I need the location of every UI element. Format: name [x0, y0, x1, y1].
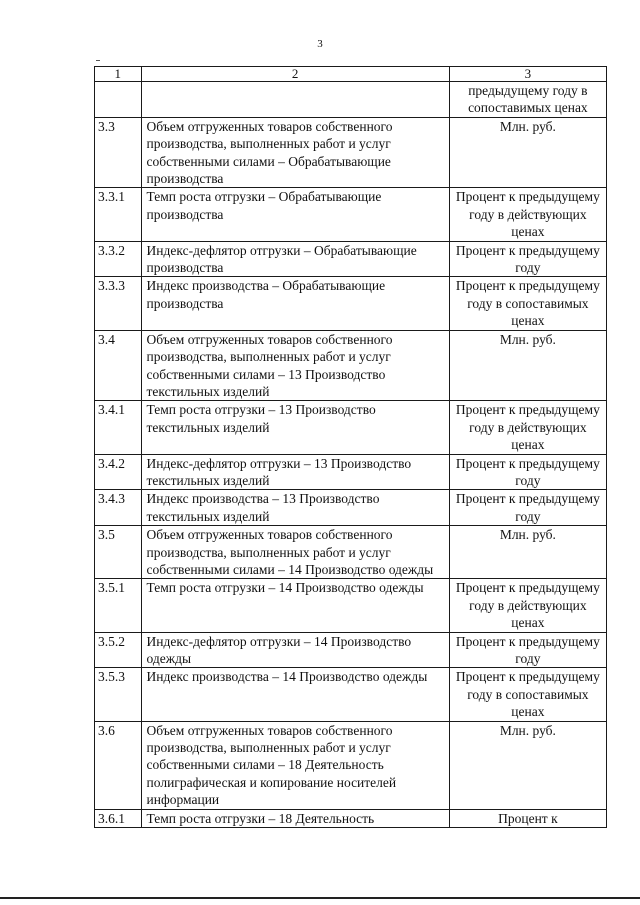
table-row: [95, 668, 607, 721]
row-code: 3.6: [95, 721, 142, 809]
table-row: [95, 330, 607, 401]
row-description: Индекс производства – 13 Производство текстильных изделий: [141, 490, 449, 526]
row-code: 3.5.3: [95, 668, 142, 721]
row-unit: Млн. руб.: [449, 721, 606, 809]
column-header-1: 1: [95, 67, 142, 82]
table-row: [95, 277, 607, 330]
table-row: [95, 82, 607, 118]
row-unit: Процент к предыдущему году: [449, 490, 606, 526]
table-row: [95, 809, 607, 827]
page-number: 3: [317, 38, 323, 50]
row-code: 3.5.2: [95, 632, 142, 668]
row-description: Индекс-дефлятор отгрузки – 13 Производство текстильных изделий: [141, 454, 449, 490]
table-row: [95, 117, 607, 188]
column-header-2: 2: [141, 67, 449, 82]
row-description: Объем отгруженных товаров собственного производства, выполненных работ и услуг собственными силами – 18 Деятельность полиграфическая и копирование носителей информации: [141, 721, 449, 809]
row-unit: Процент к предыдущему году: [449, 454, 606, 490]
row-description: Темп роста отгрузки – Обрабатывающие производства: [141, 188, 449, 241]
row-description: Объем отгруженных товаров собственного производства, выполненных работ и услуг собственными силами – 13 Производство текстильных изделий: [141, 330, 449, 401]
table-row: [95, 579, 607, 632]
row-code: 3.3.1: [95, 188, 142, 241]
row-code: 3.4.3: [95, 490, 142, 526]
row-unit: предыдущему году в сопоставимых ценах: [449, 82, 606, 118]
table-row: [95, 526, 607, 579]
row-description: Темп роста отгрузки – 13 Производство текстильных изделий: [141, 401, 449, 454]
row-code: 3.6.1: [95, 809, 142, 827]
row-description: Индекс-дефлятор отгрузки – Обрабатывающие производства: [141, 241, 449, 277]
bottom-edge-line: [0, 897, 640, 899]
row-code: 3.5.1: [95, 579, 142, 632]
scan-mark: [96, 60, 100, 61]
row-description: Темп роста отгрузки – 14 Производство одежды: [141, 579, 449, 632]
table-row: [95, 241, 607, 277]
row-unit: Млн. руб.: [449, 330, 606, 401]
row-code: 3.5: [95, 526, 142, 579]
row-unit: Процент к: [449, 809, 606, 827]
row-unit: Млн. руб.: [449, 526, 606, 579]
row-description: Темп роста отгрузки – 18 Деятельность: [141, 809, 449, 827]
row-unit: Процент к предыдущему году: [449, 241, 606, 277]
table-row: [95, 721, 607, 809]
table-row: [95, 454, 607, 490]
row-unit: Процент к предыдущему году в действующих ценах: [449, 579, 606, 632]
row-description: Объем отгруженных товаров собственного производства, выполненных работ и услуг собственными силами – Обрабатывающие производства: [141, 117, 449, 188]
table-row: [95, 401, 607, 454]
row-unit: Процент к предыдущему году в сопоставимых ценах: [449, 668, 606, 721]
table-header-row: [95, 67, 607, 82]
row-description: [141, 82, 449, 118]
indicator-table: [94, 66, 607, 828]
table-row: [95, 632, 607, 668]
table-row: [95, 490, 607, 526]
row-code: 3.3: [95, 117, 142, 188]
row-description: Индекс-дефлятор отгрузки – 14 Производство одежды: [141, 632, 449, 668]
row-code: 3.3.3: [95, 277, 142, 330]
row-description: Объем отгруженных товаров собственного производства, выполненных работ и услуг собственными силами – 14 Производство одежды: [141, 526, 449, 579]
row-unit: Процент к предыдущему году в действующих ценах: [449, 188, 606, 241]
row-unit: Процент к предыдущему году в сопоставимых ценах: [449, 277, 606, 330]
row-code: 3.4.1: [95, 401, 142, 454]
row-description: Индекс производства – 14 Производство одежды: [141, 668, 449, 721]
row-code: 3.3.2: [95, 241, 142, 277]
row-code: 3.4.2: [95, 454, 142, 490]
row-code: 3.4: [95, 330, 142, 401]
row-code: [95, 82, 142, 118]
column-header-3: 3: [449, 67, 606, 82]
table-row: [95, 188, 607, 241]
row-description: Индекс производства – Обрабатывающие производства: [141, 277, 449, 330]
row-unit: Млн. руб.: [449, 117, 606, 188]
row-unit: Процент к предыдущему году в действующих ценах: [449, 401, 606, 454]
row-unit: Процент к предыдущему году: [449, 632, 606, 668]
